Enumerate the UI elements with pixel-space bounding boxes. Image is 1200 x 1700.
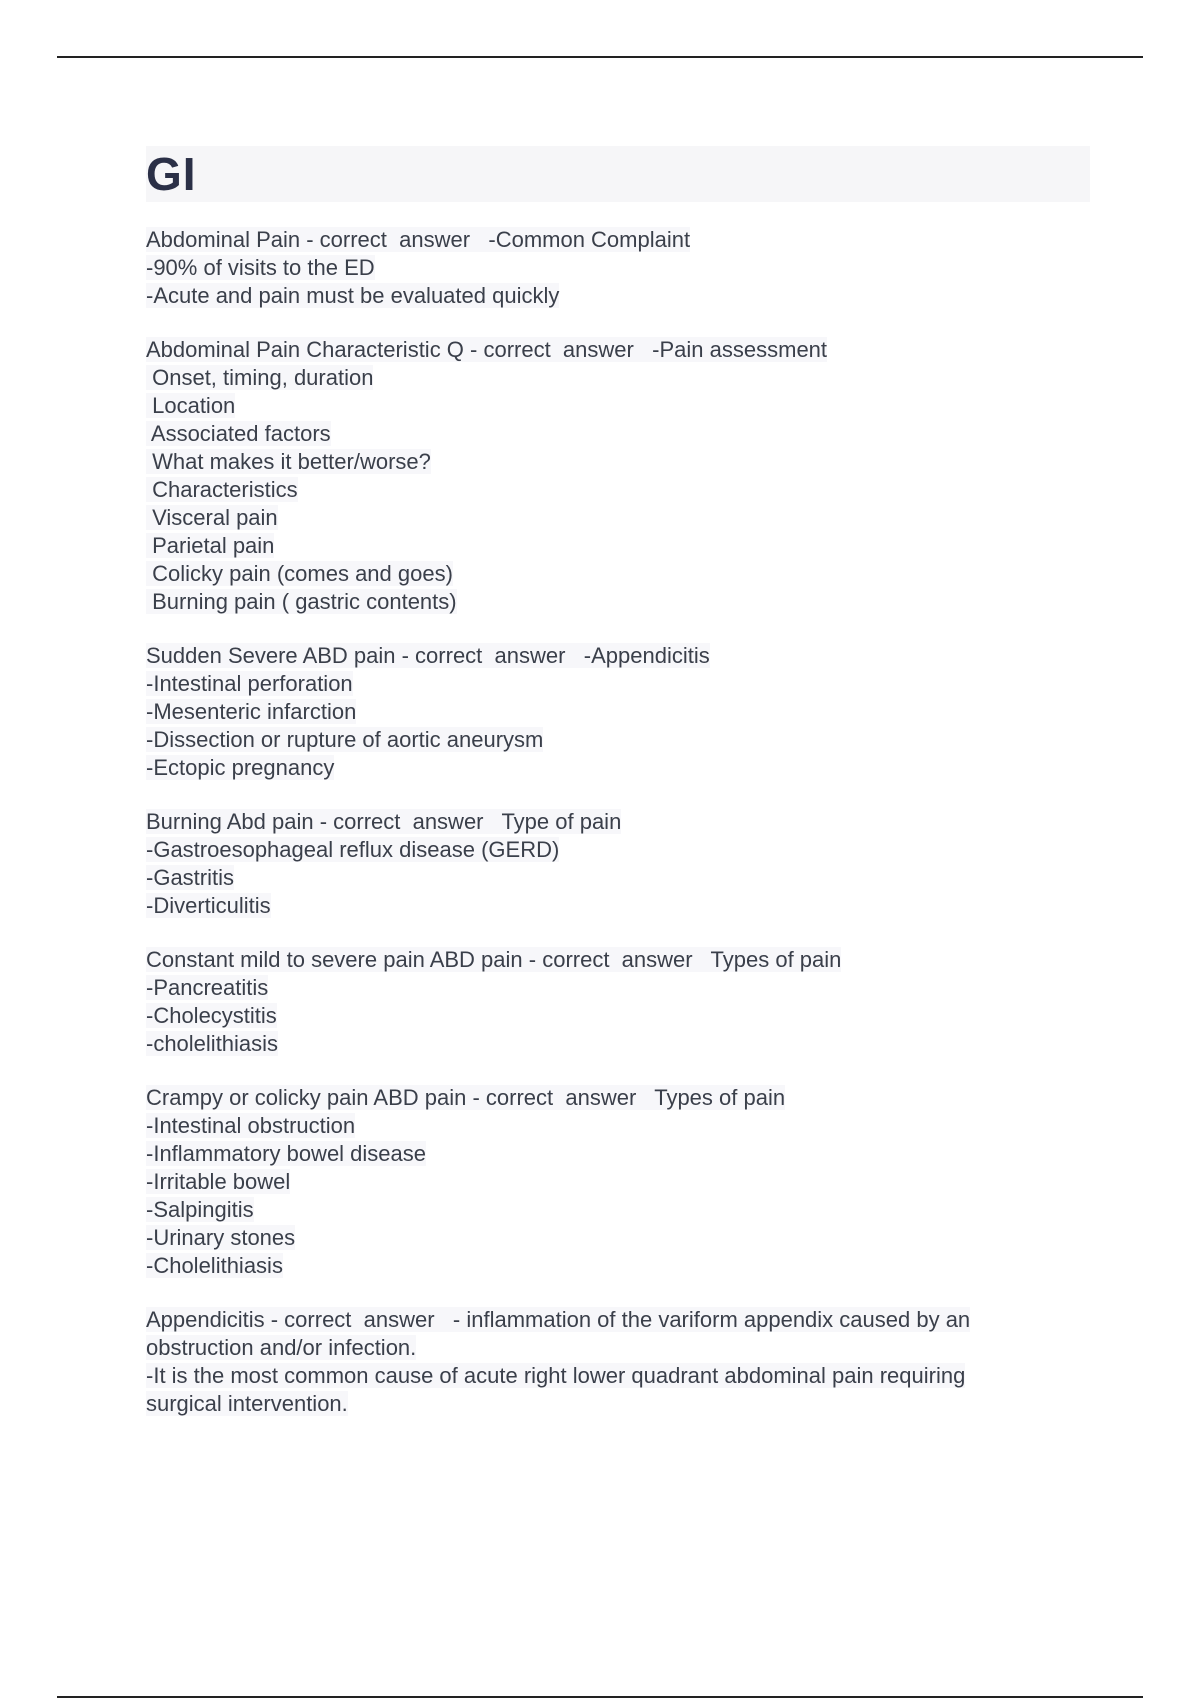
card-line: -Salpingitis	[146, 1197, 254, 1222]
card-line: Onset, timing, duration	[146, 365, 374, 390]
card-line: Appendicitis - correct answer - inflammation of the variform appendix caused by an	[146, 1307, 971, 1332]
page-title: GI	[146, 148, 197, 200]
card-line: Burning Abd pain - correct answer Type of pain	[146, 809, 622, 834]
card-line: -Gastritis	[146, 865, 234, 890]
flashcard-sudden-severe	[146, 642, 1090, 782]
card-line: surgical intervention.	[146, 1391, 348, 1416]
flashcard-crampy-pain	[146, 1084, 1090, 1280]
card-line: Visceral pain	[146, 505, 278, 530]
card-line: Abdominal Pain - correct answer -Common Complaint	[146, 227, 691, 252]
card-line: -Urinary stones	[146, 1225, 296, 1250]
card-line: -Mesenteric infarction	[146, 699, 357, 724]
card-line: obstruction and/or infection.	[146, 1335, 417, 1360]
card-line: -It is the most common cause of acute right lower quadrant abdominal pain requiring	[146, 1363, 966, 1388]
card-line: -Intestinal perforation	[146, 671, 353, 696]
card-line: -Pancreatitis	[146, 975, 269, 1000]
card-line: Burning pain ( gastric contents)	[146, 589, 457, 614]
card-line: -Inflammatory bowel disease	[146, 1141, 427, 1166]
card-line: What makes it better/worse?	[146, 449, 431, 474]
flashcard-abdominal-pain	[146, 226, 1090, 310]
card-line: -cholelithiasis	[146, 1031, 279, 1056]
card-line: Abdominal Pain Characteristic Q - correct answer -Pain assessment	[146, 337, 828, 362]
card-line: Colicky pain (comes and goes)	[146, 561, 453, 586]
card-line: Characteristics	[146, 477, 298, 502]
card-line: -Diverticulitis	[146, 893, 271, 918]
card-line: -Ectopic pregnancy	[146, 755, 335, 780]
document-body	[146, 146, 1090, 1444]
card-line: Sudden Severe ABD pain - correct answer -Appendicitis	[146, 643, 710, 668]
card-line: Constant mild to severe pain ABD pain - correct answer Types of pain	[146, 947, 842, 972]
card-line: Crampy or colicky pain ABD pain - correct answer Types of pain	[146, 1085, 786, 1110]
flashcard-burning-pain	[146, 808, 1090, 920]
flashcard-constant-pain	[146, 946, 1090, 1058]
card-line: -Intestinal obstruction	[146, 1113, 356, 1138]
top-rule	[57, 56, 1143, 58]
card-line: Parietal pain	[146, 533, 275, 558]
flashcard-pain-characteristic	[146, 336, 1090, 616]
card-line: -90% of visits to the ED	[146, 255, 375, 280]
card-line: -Irritable bowel	[146, 1169, 291, 1194]
flashcard-appendicitis	[146, 1306, 1090, 1418]
card-line: -Dissection or rupture of aortic aneurysm	[146, 727, 544, 752]
card-line: Location	[146, 393, 236, 418]
card-line: -Gastroesophageal reflux disease (GERD)	[146, 837, 560, 862]
card-line: Associated factors	[146, 421, 331, 446]
card-line: -Cholelithiasis	[146, 1253, 283, 1278]
card-line: -Cholecystitis	[146, 1003, 277, 1028]
card-line: -Acute and pain must be evaluated quickly	[146, 283, 560, 308]
bottom-rule	[57, 1696, 1143, 1698]
title-bar	[146, 146, 1090, 202]
